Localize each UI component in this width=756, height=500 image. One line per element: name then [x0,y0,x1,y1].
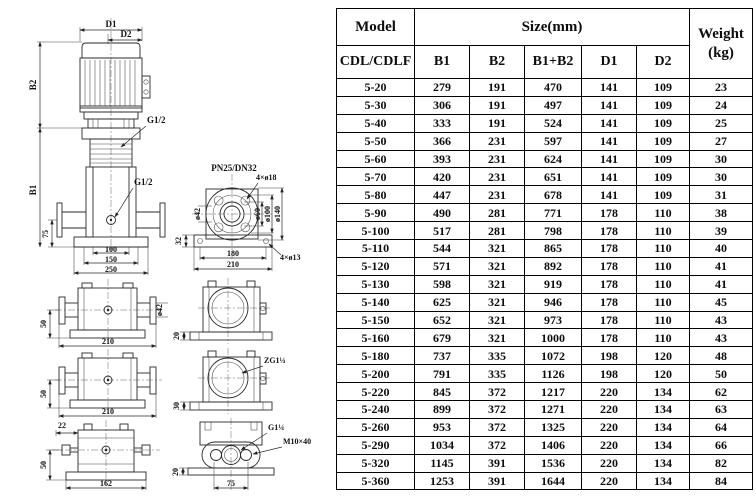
cell-value: 598 [415,275,470,293]
cell-value: 134 [637,472,690,490]
dim-phi42-side-label: ø42 [155,304,164,316]
thread-g114-label: G1¼ [268,423,285,432]
dim-100-label: 100 [105,245,117,254]
cell-value: 45 [690,293,753,311]
cell-value: 66 [690,436,753,454]
cell-value: 372 [470,436,525,454]
dim-50-sv2-label: 50 [39,390,48,398]
cell-value: 141 [582,132,637,150]
table-row [337,222,753,240]
cell-value: 178 [582,222,637,240]
header-col-d1: D1 [582,46,637,79]
cell-value: 447 [415,186,470,204]
cell-value: 597 [525,132,582,150]
cell-model: 5-240 [337,401,415,419]
pump-side-view-3 [39,420,160,490]
dim-50-sv3-label: 50 [39,461,48,469]
header-weight-line2: (kg) [708,44,734,61]
cell-value: 798 [525,222,582,240]
cell-value: 134 [637,418,690,436]
cell-value: 39 [690,222,753,240]
cell-value: 220 [582,436,637,454]
bolt-holes-18-label: 4×ø18 [256,173,277,182]
cell-value: 109 [637,114,690,132]
cell-value: 48 [690,347,753,365]
table-row [337,329,753,347]
cell-value: 178 [582,204,637,222]
cell-value: 679 [415,329,470,347]
dim-210-sv2-label: 210 [102,407,114,416]
cell-model: 5-120 [337,257,415,275]
cell-value: 178 [582,257,637,275]
cell-value: 321 [470,275,525,293]
cell-value: 231 [470,132,525,150]
cell-value: 321 [470,293,525,311]
pump-port-view-2 [172,348,286,414]
dim-d2-label: D2 [120,29,132,39]
cell-value: 120 [637,347,690,365]
table-row [337,383,753,401]
table-row [337,401,753,419]
cell-value: 141 [582,150,637,168]
cell-value: 43 [690,329,753,347]
table-row [337,114,753,132]
cell-value: 141 [582,168,637,186]
cell-value: 64 [690,418,753,436]
cell-value: 366 [415,132,470,150]
pump-base-flange-view [171,418,311,492]
cell-value: 24 [690,96,753,114]
table-row [337,472,753,490]
cell-model: 5-20 [337,79,415,97]
cell-value: 109 [637,132,690,150]
dim-75-base-label: 75 [227,479,235,488]
cell-value: 845 [415,383,470,401]
cell-value: 281 [470,204,525,222]
dim-180-label: 180 [227,249,239,258]
cell-value: 497 [525,96,582,114]
cell-value: 31 [690,186,753,204]
header-weight-line1: Weight [698,25,744,42]
table-row [337,454,753,472]
table-row [337,150,753,168]
cell-value: 372 [470,383,525,401]
cell-value: 391 [470,454,525,472]
cell-value: 27 [690,132,753,150]
cell-value: 178 [582,293,637,311]
cell-value: 191 [470,114,525,132]
cell-model: 5-40 [337,114,415,132]
dim-d1-label: D1 [105,19,117,29]
cell-value: 220 [582,401,637,419]
table-row [337,168,753,186]
table-row [337,347,753,365]
table-row [337,132,753,150]
cell-value: 110 [637,257,690,275]
header-model-series: CDL/CDLF [337,46,415,79]
cell-value: 1000 [525,329,582,347]
cell-value: 41 [690,257,753,275]
cell-value: 134 [637,454,690,472]
cell-value: 771 [525,204,582,222]
cell-value: 220 [582,454,637,472]
header-col-b1: B1 [415,46,470,79]
cell-value: 110 [637,329,690,347]
cell-model: 5-100 [337,222,415,240]
cell-value: 178 [582,240,637,258]
cell-model: 5-160 [337,329,415,347]
cell-value: 321 [470,329,525,347]
table-row [337,293,753,311]
cell-value: 110 [637,204,690,222]
cell-value: 1644 [525,472,582,490]
spec-table [336,8,753,490]
cell-value: 82 [690,454,753,472]
pump-port-view-1 [172,278,272,344]
header-col-b2: B2 [470,46,525,79]
table-row [337,96,753,114]
cell-model: 5-360 [337,472,415,490]
cell-value: 517 [415,222,470,240]
flange-top-view [174,163,301,271]
cell-value: 524 [525,114,582,132]
bolt-holes-13-label: 4×ø13 [280,253,301,262]
spec-table-header [337,9,753,79]
cell-value: 1126 [525,365,582,383]
cell-value: 678 [525,186,582,204]
cell-model: 5-80 [337,186,415,204]
cell-value: 1536 [525,454,582,472]
dim-250-label: 250 [105,265,117,274]
cell-value: 490 [415,204,470,222]
cell-value: 335 [470,347,525,365]
dim-162-label: 162 [100,479,112,488]
cell-value: 625 [415,293,470,311]
table-row [337,436,753,454]
cell-value: 109 [637,150,690,168]
table-row [337,418,753,436]
cell-value: 865 [525,240,582,258]
cell-value: 191 [470,79,525,97]
cell-value: 43 [690,311,753,329]
cell-value: 919 [525,275,582,293]
cell-value: 231 [470,186,525,204]
cell-value: 109 [637,96,690,114]
dim-phi100-label: ø100 [263,206,272,222]
cell-value: 109 [637,186,690,204]
header-weight [690,9,753,79]
cell-value: 220 [582,383,637,401]
cell-value: 372 [470,401,525,419]
cell-model: 5-130 [337,275,415,293]
cell-value: 1271 [525,401,582,419]
cell-model: 5-140 [337,293,415,311]
dim-150-label: 150 [105,255,117,264]
cell-value: 1072 [525,347,582,365]
thread-g12-mid-label: G1/2 [134,177,153,187]
cell-value: 109 [637,168,690,186]
dim-210-flange-label: 210 [227,260,239,269]
cell-value: 470 [525,79,582,97]
cell-value: 1034 [415,436,470,454]
cell-value: 281 [470,222,525,240]
cell-value: 30 [690,150,753,168]
table-row [337,257,753,275]
header-model: Model [337,9,415,46]
cell-value: 1145 [415,454,470,472]
cell-value: 50 [690,365,753,383]
cell-value: 1325 [525,418,582,436]
cell-model: 5-290 [337,436,415,454]
cell-value: 38 [690,204,753,222]
cell-model: 5-200 [337,365,415,383]
cell-value: 737 [415,347,470,365]
cell-value: 141 [582,79,637,97]
cell-model: 5-70 [337,168,415,186]
dim-20-pv1-label: 20 [172,332,181,340]
cell-value: 220 [582,472,637,490]
dim-b1-label: B1 [28,184,38,196]
dim-22-label: 22 [58,421,66,430]
cell-value: 372 [470,418,525,436]
cell-value: 23 [690,79,753,97]
cell-model: 5-90 [337,204,415,222]
table-row [337,186,753,204]
cell-value: 134 [637,383,690,401]
table-row [337,240,753,258]
cell-value: 25 [690,114,753,132]
cell-value: 393 [415,150,470,168]
cell-value: 63 [690,401,753,419]
pump-drawing-svg [0,0,336,500]
cell-value: 420 [415,168,470,186]
cell-value: 110 [637,240,690,258]
cell-value: 544 [415,240,470,258]
cell-value: 178 [582,311,637,329]
cell-model: 5-30 [337,96,415,114]
pump-technical-drawing [0,0,336,500]
dim-30-label: 30 [172,402,181,410]
cell-value: 110 [637,311,690,329]
thread-zg114-label: ZG1¼ [264,356,286,365]
cell-value: 306 [415,96,470,114]
cell-value: 321 [470,240,525,258]
cell-value: 191 [470,96,525,114]
cell-model: 5-110 [337,240,415,258]
cell-model: 5-320 [337,454,415,472]
cell-value: 62 [690,383,753,401]
pn-rating-label: PN25/DN32 [211,163,257,173]
cell-model: 5-260 [337,418,415,436]
cell-value: 899 [415,401,470,419]
cell-value: 624 [525,150,582,168]
dim-b2-label: B2 [28,79,38,91]
cell-value: 321 [470,257,525,275]
front-elevation-view [28,18,166,275]
cell-value: 220 [582,418,637,436]
table-row [337,365,753,383]
cell-value: 231 [470,168,525,186]
cell-value: 110 [637,293,690,311]
header-col-b1b2: B1+B2 [525,46,582,79]
cell-value: 40 [690,240,753,258]
cell-value: 141 [582,96,637,114]
dim-50-sv1-label: 50 [39,320,48,328]
cell-value: 134 [637,436,690,454]
cell-value: 1217 [525,383,582,401]
table-row [337,79,753,97]
cell-value: 84 [690,472,753,490]
dim-32-label: 32 [174,237,183,245]
cell-value: 791 [415,365,470,383]
cell-value: 333 [415,114,470,132]
dim-210-sv1-label: 210 [102,337,114,346]
dim-20-base-label: 20 [171,468,180,476]
table-body [337,79,753,490]
cell-model: 5-50 [337,132,415,150]
cell-value: 391 [470,472,525,490]
table-row [337,204,753,222]
pump-side-view-1 [39,279,168,348]
cell-value: 1253 [415,472,470,490]
cell-value: 198 [582,365,637,383]
cell-value: 30 [690,168,753,186]
dim-75-label: 75 [41,230,50,238]
cell-value: 141 [582,114,637,132]
cell-value: 120 [637,365,690,383]
cell-value: 198 [582,347,637,365]
cell-model: 5-220 [337,383,415,401]
cell-value: 178 [582,329,637,347]
cell-value: 279 [415,79,470,97]
dim-phi42-flange-label: ø42 [193,208,202,220]
cell-model: 5-60 [337,150,415,168]
bolt-m10x40-label: M10×40 [283,437,312,446]
cell-value: 953 [415,418,470,436]
cell-value: 231 [470,150,525,168]
table-row [337,311,753,329]
cell-value: 109 [637,79,690,97]
cell-value: 134 [637,401,690,419]
cell-value: 335 [470,365,525,383]
cell-value: 1406 [525,436,582,454]
cell-value: 652 [415,311,470,329]
header-size: Size(mm) [415,9,690,46]
cell-value: 141 [582,186,637,204]
cell-value: 321 [470,311,525,329]
cell-value: 178 [582,275,637,293]
cell-model: 5-150 [337,311,415,329]
cell-value: 892 [525,257,582,275]
dim-phi60-label: ø60 [253,208,262,220]
cell-value: 973 [525,311,582,329]
cell-value: 41 [690,275,753,293]
cell-model: 5-180 [337,347,415,365]
cell-value: 946 [525,293,582,311]
cell-value: 651 [525,168,582,186]
pump-side-view-2 [39,349,162,418]
cell-value: 110 [637,275,690,293]
header-col-d2: D2 [637,46,690,79]
table-row [337,275,753,293]
thread-g12-top-label: G1/2 [147,115,166,125]
cell-value: 571 [415,257,470,275]
dim-phi140-label: ø140 [273,206,282,222]
cell-value: 110 [637,222,690,240]
